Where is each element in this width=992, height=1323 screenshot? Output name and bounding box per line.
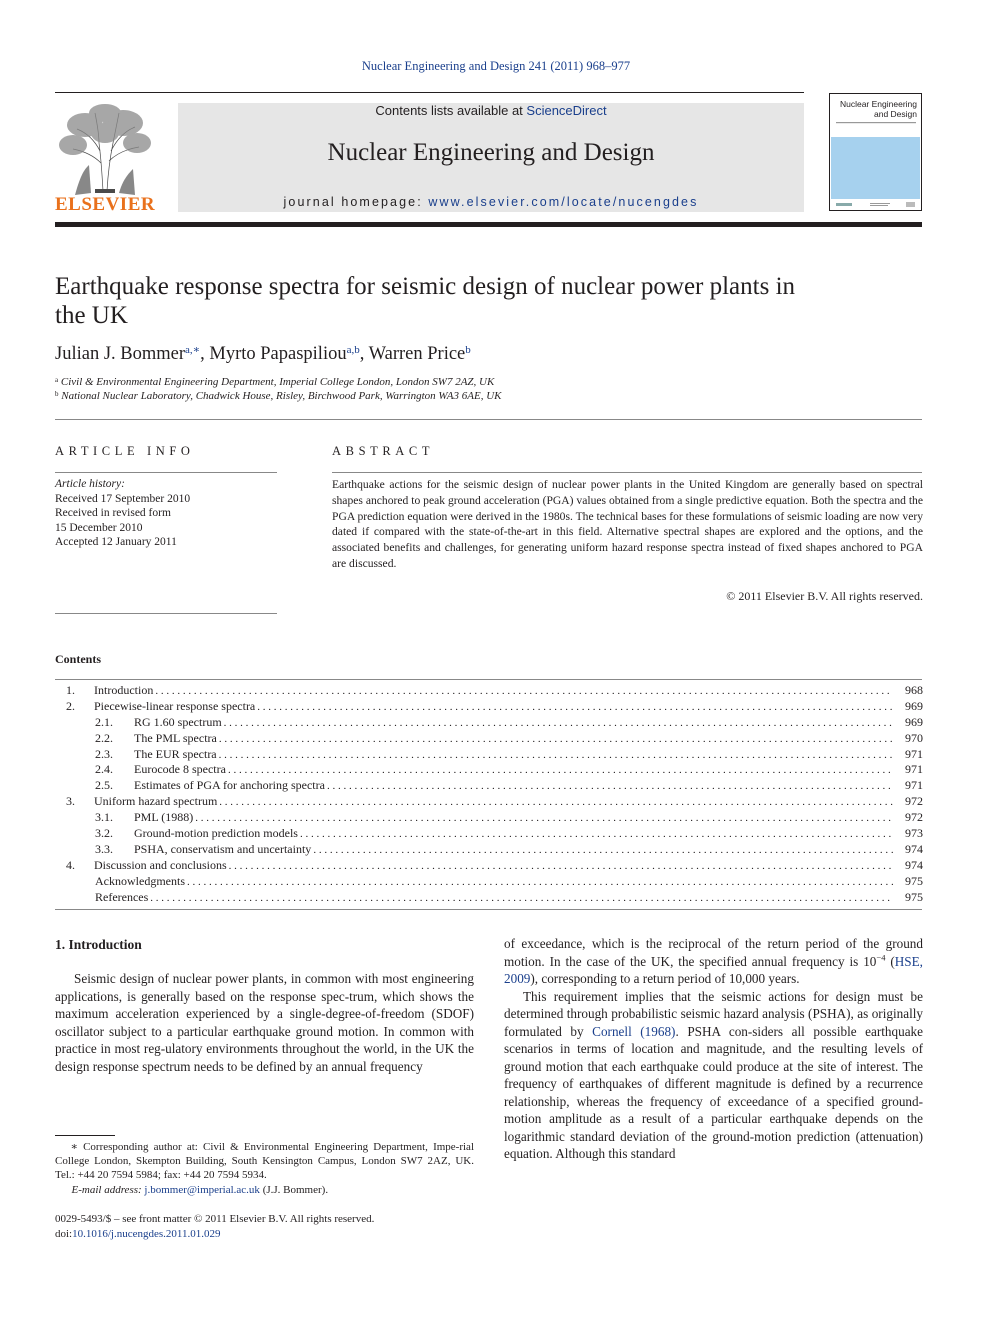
reference-link[interactable]: Cornell (1968) (592, 1023, 676, 1039)
article-history (55, 477, 190, 550)
copyright-notice: © 2011 Elsevier B.V. All rights reserved. (726, 589, 923, 603)
contents-heading: Contents (55, 652, 102, 666)
toc-leader-dots (224, 717, 893, 729)
toc-page-number[interactable]: 970 (905, 730, 923, 745)
toc-title[interactable]: References (95, 889, 149, 904)
toc-entry[interactable] (55, 874, 923, 890)
divider (55, 613, 277, 614)
toc-number: 4. (66, 857, 75, 872)
toc-number: 1. (66, 683, 75, 697)
toc-number: 3.3. (95, 841, 113, 856)
toc-page-number[interactable]: 969 (905, 714, 923, 729)
footnote-rule (55, 1135, 115, 1136)
toc-number: 2.2. (95, 730, 113, 745)
toc-leader-dots (219, 733, 893, 745)
article-info-heading: ARTICLE INFO (55, 444, 195, 458)
toc-leader-dots (229, 860, 893, 872)
toc-page-number[interactable]: 972 (905, 794, 923, 809)
history-item: 15 December 2010 (55, 521, 143, 534)
toc-title[interactable]: RG 1.60 spectrum (134, 714, 222, 729)
toc-entry[interactable] (55, 778, 923, 794)
issn-doi-block: 0029-5493/$ – see front matter © 2011 Elsevier B.V. All rights reserved. doi:10.1016/j.nucengdes.2011.01.029 (55, 1213, 375, 1240)
toc-title[interactable]: The EUR spectra (134, 746, 217, 761)
doi-link[interactable]: 10.1016/j.nucengdes.2011.01.029 (72, 1228, 221, 1240)
abstract-text: Earthquake actions for the seismic design of nuclear power plants in the United Kingdom are generally based on spectral shapes anchored to peak ground acceleration (PGA) values obtained from a single predictive equation. Both the spectra and the PGA prediction equation were derived in the 1980s. The technical bases for these formulations of seismic loading are now very dated if compared with the state-of-the-art in this field. Alternative spectral shapes are explored and the options, and the associated benefits and challenges, for generating uniform hazard response spectra instead of fixed shapes anchored to PGA are discussed. (332, 478, 923, 570)
toc-leader-dots (195, 812, 893, 824)
email-link[interactable]: j.bommer@imperial.ac.uk (144, 1183, 260, 1196)
toc-page-number[interactable]: 975 (905, 889, 923, 904)
masthead-bottom-rule (55, 222, 922, 227)
toc-number: 3.1. (95, 810, 113, 825)
body-paragraph: Seismic design of nuclear power plants, in common with most engineering applications, is generally based on the response spec-trum, which shows the maximum acceleration experienced by a single-degree-of-freedom (SDOF) oscillator subject to a particular earthquake ground motion. In common with practice in most reg-ulatory environments throughout the world, in the UK the design response spectrum needs to be defined by an annual frequency (55, 971, 474, 1074)
toc-page-number[interactable]: 971 (905, 762, 923, 777)
author-list: Julian J. Bommer$^{a,∗}$, Myrto Papaspiliou$^{a,b}$, Warren Price$^b$ (55, 344, 471, 364)
history-item: Received in revised form (55, 507, 171, 519)
author-name[interactable]: Warren Price (368, 344, 466, 364)
toc-leader-dots (155, 685, 893, 697)
toc-leader-dots (257, 701, 893, 713)
abstract-heading: ABSTRACT (332, 444, 435, 458)
journal-homepage-line: journal homepage: www.elsevier.com/locate/nucengdes (283, 195, 699, 209)
toc-entry[interactable] (55, 794, 923, 810)
article-title: Earthquake response spectra for seismic design of nuclear power plants in the UK (55, 273, 796, 329)
toc-leader-dots (228, 764, 893, 776)
toc-title[interactable]: Eurocode 8 spectra (134, 762, 226, 777)
section-heading-introduction: 1. Introduction (55, 937, 142, 952)
toc-number: 2.1. (95, 714, 113, 729)
author-affiliation-marks[interactable]: b (465, 344, 471, 356)
divider (55, 679, 922, 680)
toc-entry[interactable] (55, 699, 923, 715)
masthead-top-rule (55, 92, 804, 93)
toc-entry[interactable] (55, 810, 923, 826)
author-affiliation-marks[interactable]: a,∗ (185, 344, 201, 356)
toc-page-number[interactable]: 972 (905, 810, 923, 825)
journal-citation[interactable]: Nuclear Engineering and Design 241 (2011) 968–977 (361, 59, 631, 73)
sciencedirect-link[interactable]: ScienceDirect (526, 103, 607, 118)
toc-leader-dots (219, 749, 893, 761)
toc-page-number[interactable]: 969 (905, 698, 923, 713)
toc-number: 2.3. (95, 746, 113, 761)
body-paragraph: This requirement implies that the seismic actions for design must be determined through probabilistic seismic hazard analysis (PSHA), as originally formulated by Cornell (1968). PSHA con-siders all possible earthquake scenarios in terms of location and magnitude, and the resulting levels of ground motion that each earthquake could produce at the site of interest. The frequency of earthquakes of different magnitude is defined by a recurrence relationship, whereas the frequency of exceedance of a specified ground-motion amplitude as a result of a particular earthquake depends on the logarithmic standard deviation of the ground-motion prediction (attenuation) equation. Although this standard (504, 988, 923, 1161)
toc-page-number[interactable]: 973 (905, 826, 923, 841)
body-column-left (55, 970, 474, 1075)
toc-leader-dots (150, 892, 893, 904)
toc-title[interactable]: Ground-motion prediction models (134, 826, 298, 841)
toc-entry[interactable] (55, 747, 923, 763)
toc-page-number[interactable]: 974 (905, 857, 923, 872)
cover-footer-marks (836, 201, 915, 208)
toc-entry[interactable] (55, 731, 923, 747)
body-column-right (504, 935, 923, 1163)
divider (55, 909, 922, 910)
toc-title[interactable]: Introduction (94, 683, 154, 697)
affiliation-a: $^a$ Civil & Environmental Engineering Department, Imperial College London, London SW7 2AZ, UK (55, 376, 495, 388)
reference-link[interactable]: HSE, 2009 (504, 953, 923, 986)
toc-number: 3.2. (95, 826, 113, 841)
toc-title[interactable]: Discussion and conclusions (94, 857, 227, 872)
toc-entry[interactable] (55, 715, 923, 731)
toc-page-number[interactable]: 975 (905, 873, 923, 888)
cover-image-band (831, 137, 920, 199)
author-name[interactable]: Myrto Papaspiliou (209, 344, 347, 364)
divider (55, 472, 277, 473)
corresponding-author-footnote: ∗ Corresponding author at: Civil & Environmental Engineering Department, Impe-rial College London, Skempton Building, South Kensington Campus, London SW7 2AZ, UK. Tel.: +44 20 7594 5984; fax: +44 20 7594 5934. E-mail address: j.bommer@imperial.ac.uk (J.J. Bommer). (55, 1141, 474, 1196)
author-affiliation-marks[interactable]: a,b (346, 344, 360, 356)
toc-leader-dots (313, 844, 893, 856)
elsevier-wordmark: ELSEVIER (55, 194, 156, 215)
toc-title[interactable]: PSHA, conservatism and uncertainty (134, 841, 312, 856)
toc-entry[interactable] (55, 683, 923, 699)
toc-number: 2.5. (95, 778, 113, 793)
cover-subtitle-lines (834, 121, 917, 125)
toc-title[interactable]: Acknowledgments (95, 873, 185, 888)
toc-leader-dots (300, 828, 893, 840)
toc-entry[interactable] (55, 826, 923, 842)
author-name[interactable]: Julian J. Bommer (55, 344, 186, 364)
journal-cover-thumbnail[interactable] (829, 93, 922, 211)
toc-page-number[interactable]: 974 (905, 841, 923, 856)
affiliation-b: $^b$ National Nuclear Laboratory, Chadwick House, Risley, Birchwood Park, Warrington WA3 6AE, UK (55, 390, 502, 402)
toc-page-number[interactable]: 971 (905, 778, 923, 793)
table-of-contents (55, 683, 923, 905)
toc-title[interactable]: Piecewise-linear response spectra (94, 698, 256, 713)
toc-number: 2.4. (95, 762, 113, 777)
toc-leader-dots (187, 876, 893, 888)
journal-name: Nuclear Engineering and Design (327, 139, 655, 166)
toc-title[interactable]: The PML spectra (134, 730, 217, 745)
toc-page-number[interactable]: 971 (905, 746, 923, 761)
toc-number: 2. (66, 698, 75, 713)
contents-available-line: Contents lists available at ScienceDirect (375, 103, 607, 118)
divider (55, 419, 922, 420)
divider (332, 472, 922, 473)
cover-title: Nuclear Engineering and Design (839, 99, 917, 119)
toc-title[interactable]: PML (1988) (134, 810, 194, 825)
toc-number: 3. (66, 794, 75, 809)
body-paragraph: of exceedance, which is the reciprocal of the return period of the ground motion. In the case of the UK, the specified annual frequency is $10^{-4}$ (HSE, 2009), corresponding to a return period of 10,000 years. (504, 936, 923, 986)
toc-page-number[interactable]: 968 (905, 683, 923, 697)
journal-homepage-link[interactable]: www.elsevier.com/locate/nucengdes (428, 195, 699, 209)
toc-entry[interactable] (55, 842, 923, 858)
toc-leader-dots (327, 780, 893, 792)
history-item: Received 17 September 2010 (55, 492, 191, 505)
toc-entry[interactable] (55, 762, 923, 778)
toc-title[interactable]: Uniform hazard spectrum (94, 794, 218, 809)
toc-entry[interactable] (55, 858, 923, 874)
history-item: Accepted 12 January 2011 (55, 536, 177, 548)
toc-leader-dots (219, 796, 893, 808)
toc-title[interactable]: Estimates of PGA for anchoring spectra (134, 778, 325, 793)
history-label: Article history: (55, 478, 125, 490)
toc-entry[interactable] (55, 890, 923, 906)
